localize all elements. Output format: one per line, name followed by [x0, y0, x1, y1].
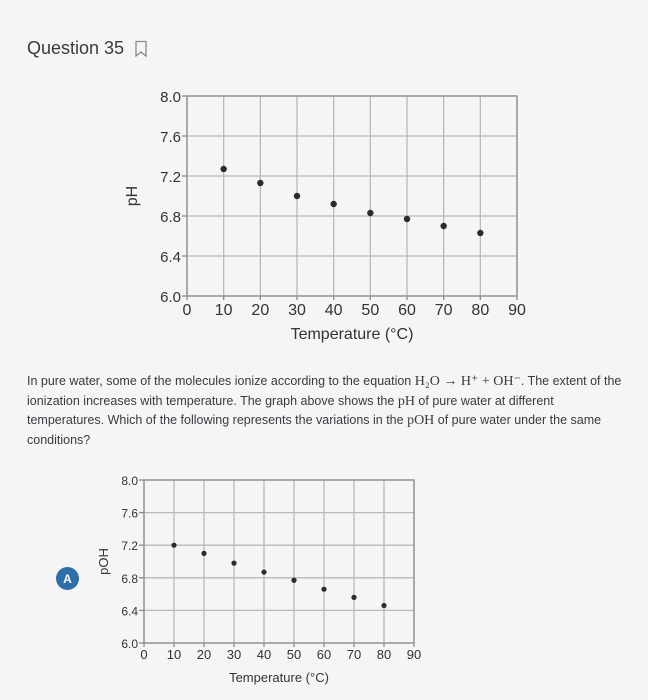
x-tick-label: 20	[196, 647, 212, 662]
plot-frame	[187, 96, 517, 296]
y-axis-title: pH	[124, 185, 141, 207]
ph-term: pH	[397, 393, 415, 409]
y-tick-label: 7.2	[160, 169, 181, 186]
y-tick-label: 8.0	[121, 474, 138, 488]
x-tick-label: 50	[361, 302, 380, 319]
question-text-part4: of pure water under the same conditions?	[27, 413, 602, 447]
data-point	[261, 569, 266, 574]
poh-term: pOH	[407, 413, 435, 428]
question-text	[27, 372, 627, 450]
bookmark-icon[interactable]	[134, 40, 148, 58]
x-axis-title: Temperature (°C)	[229, 670, 329, 685]
data-point	[477, 230, 483, 236]
x-tick-label: 70	[434, 302, 453, 319]
y-tick-label: 6.8	[121, 571, 138, 586]
data-point	[381, 603, 386, 608]
y-tick-label: 7.6	[121, 506, 138, 521]
x-tick-label: 80	[471, 302, 490, 319]
x-tick-label: 30	[226, 647, 242, 662]
question-header	[27, 38, 148, 59]
data-point	[291, 578, 296, 583]
x-tick-label: 10	[166, 647, 182, 662]
data-point	[440, 223, 446, 229]
data-point	[257, 180, 263, 186]
x-tick-label: 60	[398, 302, 416, 319]
y-tick-label: 6.0	[160, 289, 181, 306]
y-tick-label: 8.0	[160, 89, 181, 106]
data-point	[351, 595, 356, 600]
x-tick-label: 40	[324, 302, 343, 319]
option-a-badge[interactable]: A	[56, 567, 79, 590]
question-title: Question 35	[27, 38, 125, 58]
data-point	[367, 210, 373, 216]
x-axis-title: Temperature (°C)	[290, 326, 414, 343]
x-tick-label: 10	[214, 302, 233, 319]
data-point	[404, 216, 410, 222]
data-point	[201, 551, 206, 556]
y-tick-label: 6.8	[160, 209, 181, 226]
question-text-part2: . The extent of the ionization increases with temperature. The graph above shows the	[27, 374, 622, 408]
x-tick-label: 40	[256, 647, 272, 662]
x-tick-label: 30	[288, 302, 306, 319]
data-point	[231, 561, 236, 566]
plot-frame	[144, 480, 414, 643]
data-point	[321, 587, 326, 592]
ionization-equation: H₂O → H⁺ + OH⁻	[414, 374, 521, 389]
y-tick-label: 6.4	[121, 604, 138, 619]
x-tick-label: 0	[140, 647, 148, 662]
x-tick-label: 90	[508, 302, 526, 319]
y-tick-label: 6.0	[121, 637, 138, 651]
x-tick-label: 90	[406, 647, 422, 662]
x-tick-label: 70	[346, 647, 362, 662]
ph-chart	[100, 80, 540, 360]
data-point	[294, 193, 300, 199]
data-point	[330, 201, 336, 207]
poh-chart-option-a[interactable]	[85, 468, 445, 700]
x-tick-label: 80	[376, 647, 392, 662]
y-axis-title: pOH	[96, 548, 111, 575]
question-text-part1: In pure water, some of the molecules ionize according to the equation	[27, 374, 415, 388]
x-tick-label: 60	[316, 647, 332, 662]
y-tick-label: 7.2	[121, 539, 138, 554]
question-text-part3: of pure water at different temperatures. Which of the following represents the variations in the	[27, 393, 554, 427]
data-point	[171, 543, 176, 548]
x-tick-label: 20	[251, 302, 270, 319]
y-tick-label: 6.4	[160, 249, 181, 266]
x-tick-label: 0	[182, 302, 192, 319]
x-tick-label: 50	[286, 647, 302, 662]
y-tick-label: 7.6	[160, 129, 181, 146]
data-point	[220, 166, 226, 172]
